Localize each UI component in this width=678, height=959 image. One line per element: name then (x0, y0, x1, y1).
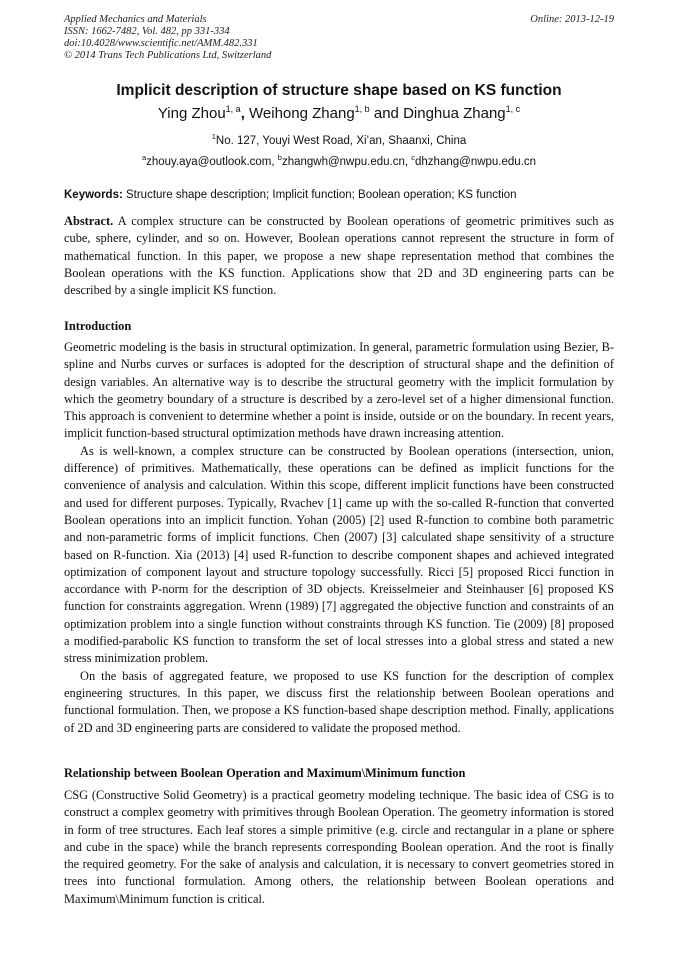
section-heading-relationship: Relationship between Boolean Operation and Maximum\Minimum function (64, 766, 466, 780)
author-affiliation-mark: 1, c (505, 104, 521, 114)
journal-header (64, 14, 271, 62)
paragraph: Geometric modeling is the basis in structural optimization. In general, parametric formulation using Bezier, B-spline and Nurbs curves or surfaces is adopted for the description of structural shape and the definition of design variables. An alternative way is to describe the structural geometry with the implicit formulation by which the geometry boundary of a structure is described by a zero-level set of a higher dimensional function. This approach is convenient to determine whether a point is inside, outside or on the boundary. In recent years, implicit function-based structural optimization methods have drawn increasing attention. (64, 340, 614, 441)
affiliation-mark: 1 (211, 132, 216, 141)
author-list (0, 104, 678, 122)
copyright-line: © 2014 Trans Tech Publications Ltd, Switzerland (64, 50, 272, 61)
doi-line[interactable]: doi:10.4028/www.scientific.net/AMM.482.331 (64, 38, 258, 49)
abstract-text: A complex structure can be constructed by Boolean operations of geometric primitives such as cube, sphere, cylinder, and so on. However, Boolean operations cannot represent the structure in form of mathematical function. In this paper, we propose a new shape representation method that combines the Boolean operations with the KS function. Applications show that 2D and 3D engineering parts can be described by a single implicit KS function. (64, 214, 614, 298)
author-affiliation-mark: 1, a (225, 104, 241, 114)
paragraph: On the basis of aggregated feature, we proposed to use KS function for the description of complex engineering structures. In this paper, we discuss first the relationship between Boolean operations and functional formulation. Then, we propose a KS function-based shape description method. Finally, applications of 2D and 3D engineering parts are considered to validate the proposed method. (64, 668, 614, 735)
author-name: Ying Zhou (157, 105, 226, 122)
paper-title: Implicit description of structure shape based on KS function (116, 82, 562, 99)
affiliation-address: No. 127, Youyi West Road, Xi’an, Shaanxi, China (215, 134, 467, 147)
online-date: Online: 2013-12-19 (530, 14, 614, 25)
abstract (64, 213, 614, 299)
relationship-body (64, 787, 614, 908)
paragraph: As is well-known, a complex structure can be constructed by Boolean operations (intersection, union, difference) of primitives. Mathematically, these operations can be defined as implicit functions for the convenience of analysis and calculation. Within this scope, different implicit functions have been constructed and used for different purposes. Typically, Rvachev [1] came up with the so-called R-function that converted Boolean operations into an implicit function. Yohan (2005) [2] used R-function to combine both parametric and non-parametric forms of implicit functions. Chen (2007) [3] calculated shape sensitivity of a structure based on R-function. Xia (2013) [4] used R-function to describe component shapes and achieved integrated optimization of component layout and structure topology successfully. Ricci [5] proposed Ricci function in accordance with P-norm for the description of 3D objects. Kreisselmeier and Steinhauser [6] proposed KS function for constraints aggregation. Wrenn (1989) [7] aggregated the objective function and constraints of an optimization problem into a single function without constraints through KS function. Tie (2009) [8] proposed a modified-parabolic KS function to transform the set of local stresses into a global stress and stated a new stress minimization problem. (64, 443, 614, 666)
email-list (0, 153, 678, 168)
journal-name: Applied Mechanics and Materials (64, 14, 207, 25)
author-separator: , (240, 105, 250, 122)
author-separator: and (369, 105, 404, 122)
issn-line: ISSN: 1662-7482, Vol. 482, pp 331-334 (64, 26, 230, 37)
keywords-label: Keywords: (64, 189, 123, 201)
keywords-text: Structure shape description; Implicit function; Boolean operation; KS function (122, 189, 517, 201)
email-mark: b (277, 153, 282, 162)
keywords (64, 189, 616, 201)
author-name: Weihong Zhang (249, 105, 355, 122)
affiliation (0, 132, 678, 147)
email-address[interactable]: dhzhang@nwpu.edu.cn (415, 155, 537, 168)
email-mark: c (411, 153, 416, 162)
email-separator: , (271, 155, 278, 168)
email-separator: , (404, 155, 412, 168)
email-address[interactable]: zhangwh@nwpu.edu.cn (281, 155, 405, 168)
section-heading-introduction: Introduction (64, 319, 132, 333)
paragraph: CSG (Constructive Solid Geometry) is a practical geometry modeling technique. The basic idea of CSG is to construct a complex geometry with primitives through Boolean Operation. The geometry information is stored in form of tree structures. Each leaf stores a simple primitive (e.g. circle and rectangular in a plane or sphere and cube in the space) while the branch represents corresponding Boolean operation. And the root is finally the required geometry. For the sake of analysis and calculation, it is necessary to convert geometries stored in trees into functional formulation. Among others, the relationship between Boolean operations and Maximum\Minimum function is critical. (64, 788, 614, 906)
email-address[interactable]: zhouy.aya@outlook.com (146, 155, 272, 168)
email-mark: a (141, 153, 147, 162)
author-name: Dinghua Zhang (403, 105, 506, 122)
author-affiliation-mark: 1, b (354, 104, 370, 114)
introduction-body (64, 339, 614, 737)
abstract-label: Abstract. (64, 214, 114, 228)
